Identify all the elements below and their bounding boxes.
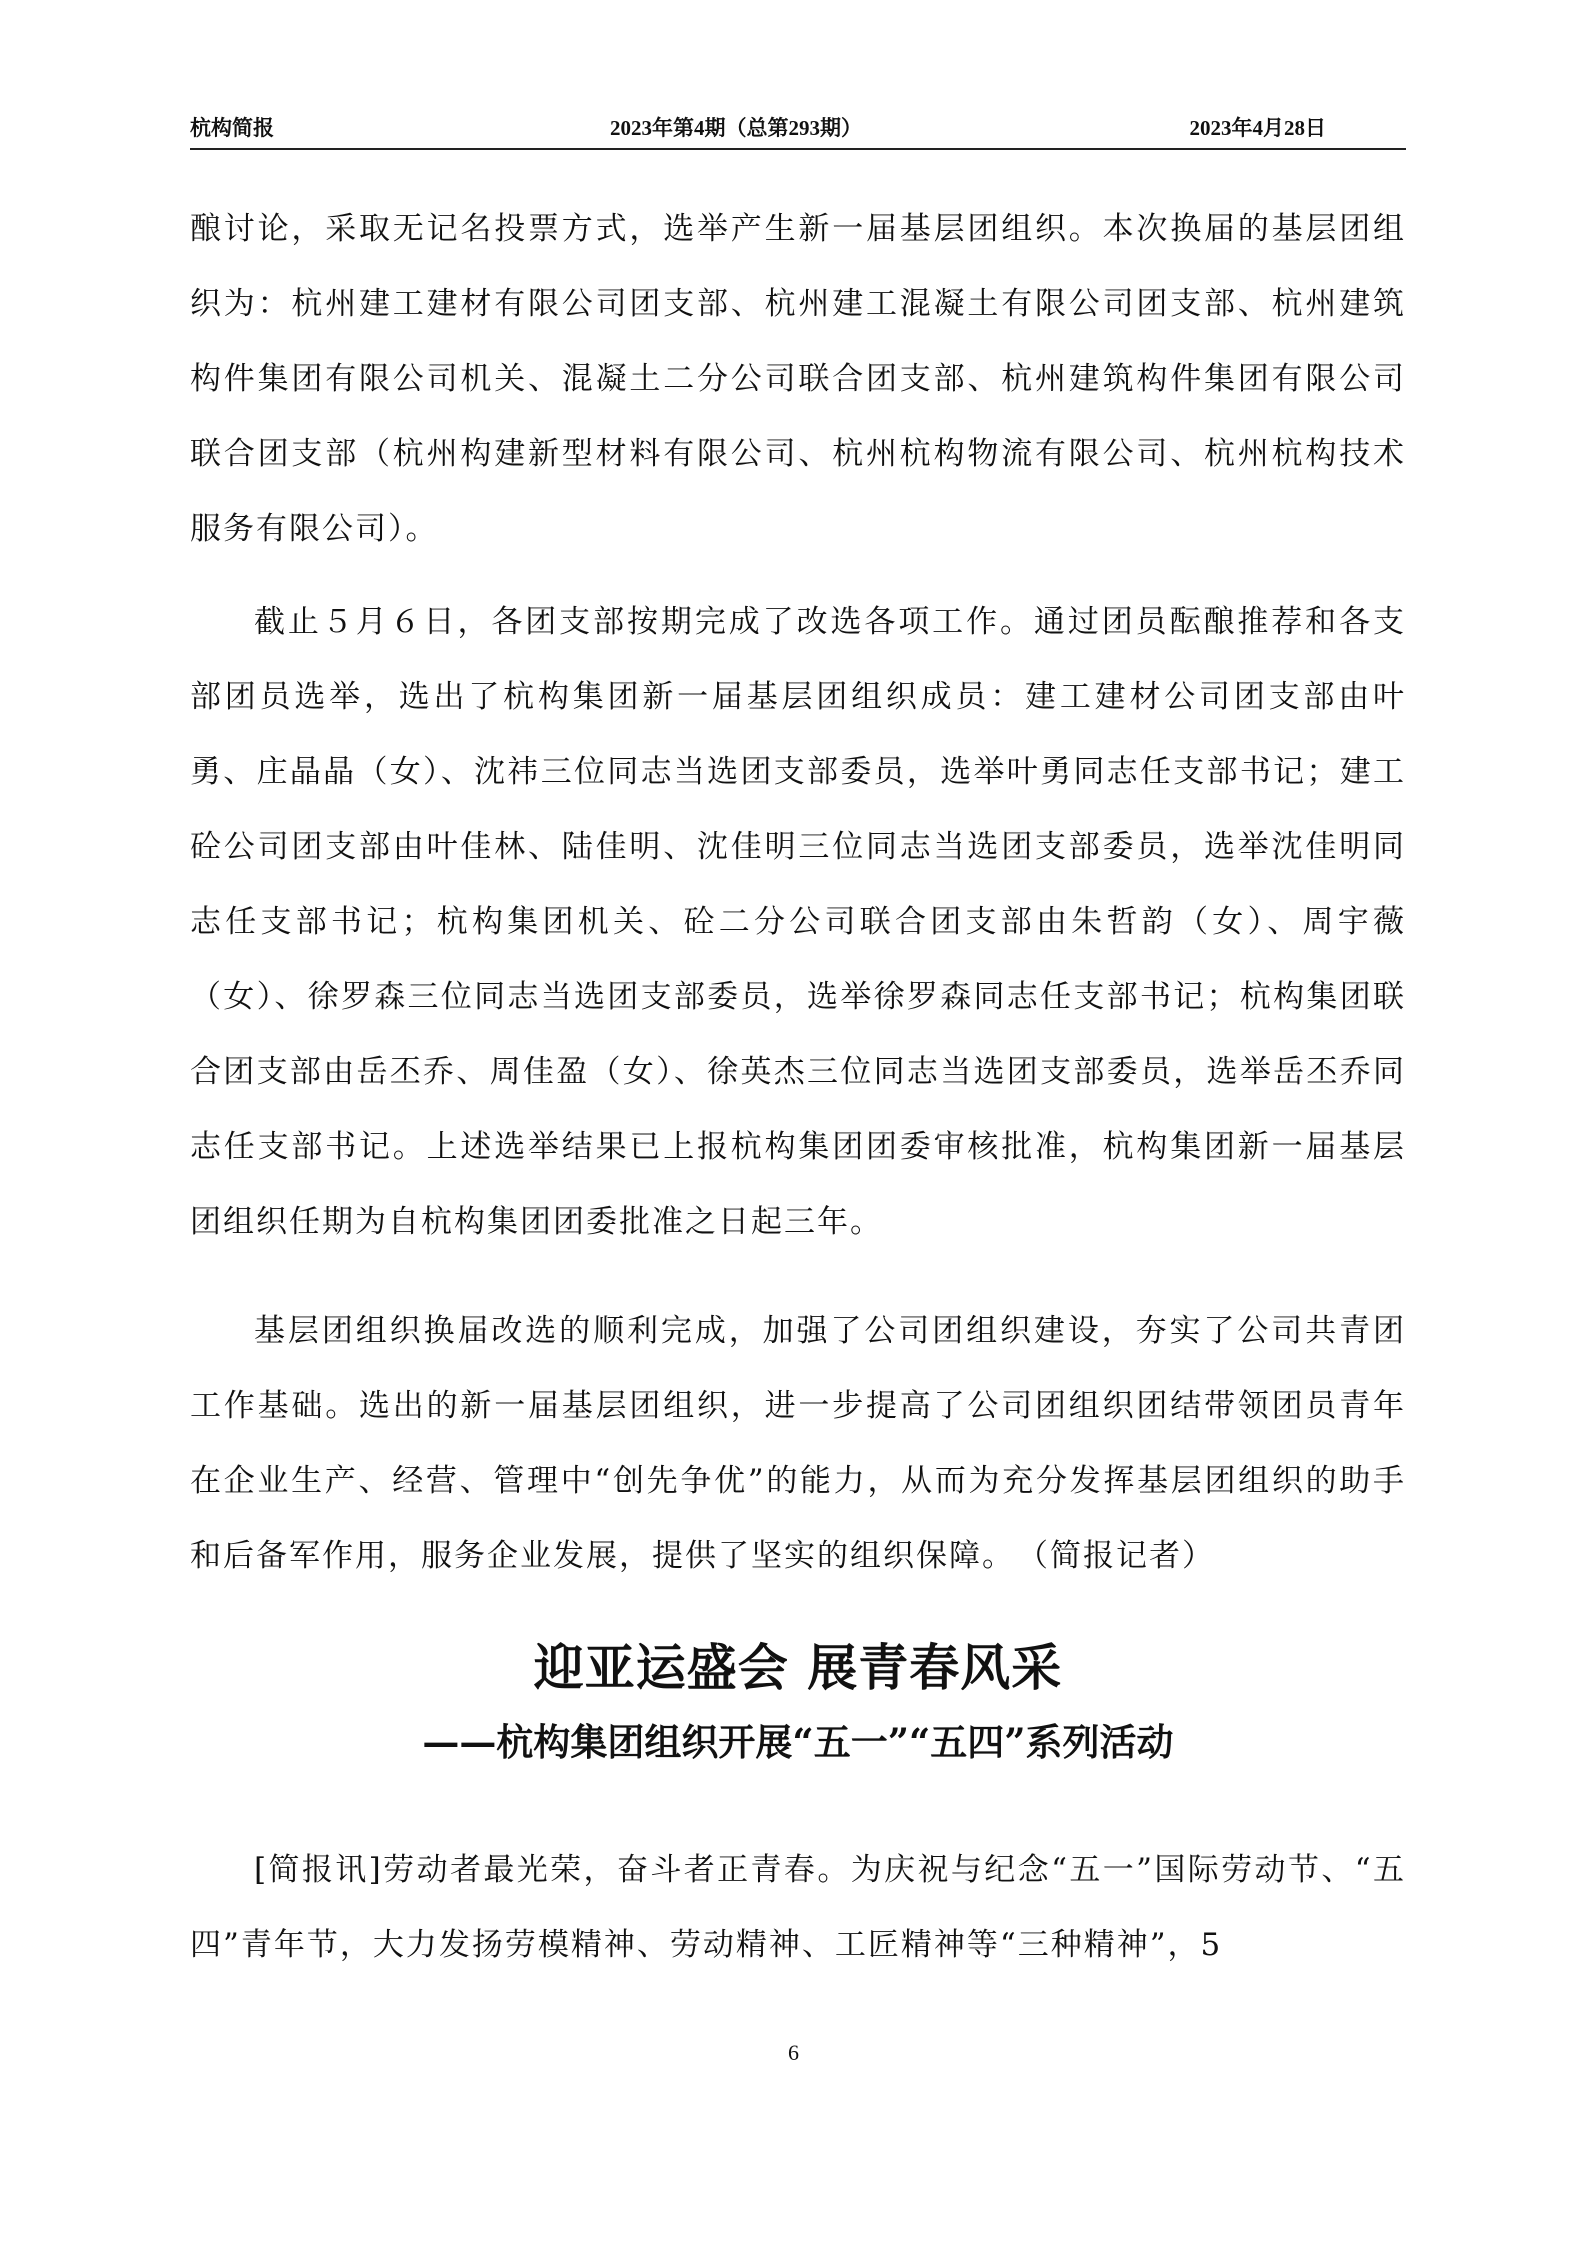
article-subtitle: ——杭构集团组织开展“五一”“五四”系列活动 <box>422 1720 1174 1764</box>
header-issue-number: 2023年第4期（总第293期） <box>610 116 862 140</box>
paragraph-election-results: 截止５月６日，各团支部按期完成了改选各项工作。通过团员酝酿推荐和各支部团员选举，选出了杭构集团新一届基层团组织成员：建工建材公司团支部由叶勇、庄晶晶（女）、沈祎三位同志当选团支部委员，选举叶勇同志任支部书记；建工砼公司团支部由叶佳林、陆佳明、沈佳明三位同志当选团支部委员，选举沈佳明同志任支部书记；杭构集团机关、砼二分公司联合团支部由朱哲韵（女）、周宇薇（女）、徐罗森三位同志当选团支部委员，选举徐罗森同志任支部书记；杭构集团联合团支部由岳丕乔、周佳盈（女）、徐英杰三位同志当选团支部委员，选举岳丕乔同志任支部书记。上述选举结果已上报杭构集团团委审核批准，杭构集团新一届基层团组织任期为自杭构集团团委批准之日起三年。 <box>190 604 1406 1240</box>
article-title: 迎亚运盛会 展青春风采 <box>533 1638 1063 1697</box>
header-publication-name: 杭构简报 <box>190 116 274 140</box>
page-number: 6 <box>788 2040 799 2065</box>
header-date: 2023年4月28日 <box>1189 116 1326 140</box>
paragraph-conclusion: 基层团组织换届改选的顺利完成，加强了公司团组织建设，夯实了公司共青团工作基础。选出的新一届基层团组织，进一步提高了公司团组织团结带领团员青年在企业生产、经营、管理中“创先争优”的能力，从而为充分发挥基层团组织的助手和后备军作用，服务企业发展，提供了坚实的组织保障。 （简报记者） <box>190 1313 1406 1574</box>
page-header <box>190 108 1406 150</box>
paragraph-continued: 酿讨论，采取无记名投票方式，选举产生新一届基层团组织。本次换届的基层团组织为：杭州建工建材有限公司团支部、杭州建工混凝土有限公司团支部、杭州建筑构件集团有限公司机关、混凝土二分公司联合团支部、杭州建筑构件集团有限公司联合团支部（杭州构建新型材料有限公司、杭州杭构物流有限公司、杭州杭构技术服务有限公司）。 <box>190 211 1406 547</box>
paragraph-article-intro: [简报讯]劳动者最光荣，奋斗者正青春。为庆祝与纪念“五一”国际劳动节、“五四”青年节，大力发扬劳模精神、劳动精神、工匠精神等“三种精神”，5 <box>190 1852 1406 1963</box>
